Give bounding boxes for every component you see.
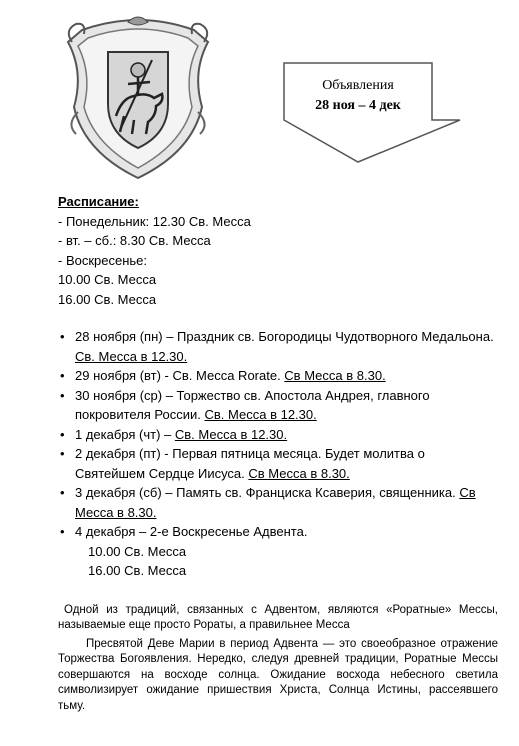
sunday-mass-line: 16.00 Св. Месса: [88, 563, 187, 578]
rorate-paragraph-2: Пресвятой Деве Марии в период Адвента — это своеобразное отражение Торжества Богоявления. Нередко, следуя древней традиции, Роратные Мессы совершаются на восходе солнца. Ожидание восхода небесного светила символизирует ожидание пришествия Христа, Солнца Истины, рассеявшего тьму.: [58, 638, 498, 712]
bullet-icon: •: [60, 485, 65, 500]
list-item: [58, 483, 498, 522]
schedule-line: 10.00 Св. Месса: [58, 272, 157, 287]
event-mass-time: Св Месса в 8.30.: [248, 465, 350, 481]
schedule-line: 16.00 Св. Месса: [58, 291, 157, 307]
event-mass-time: Св. Месса в 12.30.: [204, 407, 317, 422]
event-mass-time: Св Месса в 8.30.: [284, 368, 386, 383]
schedule-line: - вт. – сб.: 8.30 Св. Месса: [58, 233, 211, 248]
list-item: [58, 366, 498, 386]
announcement-title: Объявления: [322, 78, 394, 93]
event-text: 3 декабря (сб) – Память св. Франциска Ксаверия, священника.: [75, 485, 460, 500]
bullet-icon: •: [60, 368, 65, 383]
event-text: 2 декабря (пт) - Первая пятница месяца. Будет молитва о Святейшем Сердце Иисуса.: [75, 446, 425, 481]
event-text: 29 ноября (вт) - Св. Месса Rorate.: [75, 368, 285, 383]
events-list: [58, 327, 498, 581]
bullet-icon: •: [60, 329, 65, 344]
schedule-line: - Понедельник: 12.30 Св. Месса: [58, 213, 251, 229]
event-mass-time: Св. Месса в 12.30.: [174, 426, 288, 442]
coat-of-arms-emblem: [62, 12, 214, 182]
event-text: 1 декабря (чт) –: [75, 426, 175, 442]
list-item: [58, 522, 498, 542]
bullet-icon: •: [60, 524, 65, 539]
bullet-icon: •: [60, 446, 65, 461]
event-mass-time: Св. Месса в 12.30.: [75, 348, 188, 364]
bullet-icon: •: [60, 426, 65, 442]
list-item: [58, 386, 498, 425]
event-text: 30 ноября (ср) – Торжество св. Апостола Андрея, главного покровителя России.: [75, 387, 430, 422]
event-text: 4 декабря – 2-е Воскресенье Адвента.: [75, 524, 308, 539]
bullet-icon: •: [60, 387, 65, 403]
rorate-paragraph-1: Одной из традиций, связанных с Адвентом, являются «Роратные» Мессы, называемые еще просто Рораты, а правильнее Месса: [58, 604, 498, 632]
schedule-section: [58, 192, 251, 309]
list-item: [58, 425, 498, 445]
schedule-line: - Воскресенье:: [58, 252, 148, 268]
sunday-mass-line: 10.00 Св. Месса: [88, 543, 187, 559]
event-mass-time: Св Месса в 8.30.: [75, 485, 476, 520]
list-item: [58, 444, 498, 483]
announcement-dates: 28 ноя – 4 дек: [315, 98, 401, 113]
callout-text: [283, 76, 433, 116]
list-item: [58, 327, 498, 366]
schedule-heading: Расписание:: [58, 194, 139, 209]
event-text: 28 ноября (пн) – Праздник св. Богородицы Чудотворного Медальона.: [75, 329, 494, 344]
